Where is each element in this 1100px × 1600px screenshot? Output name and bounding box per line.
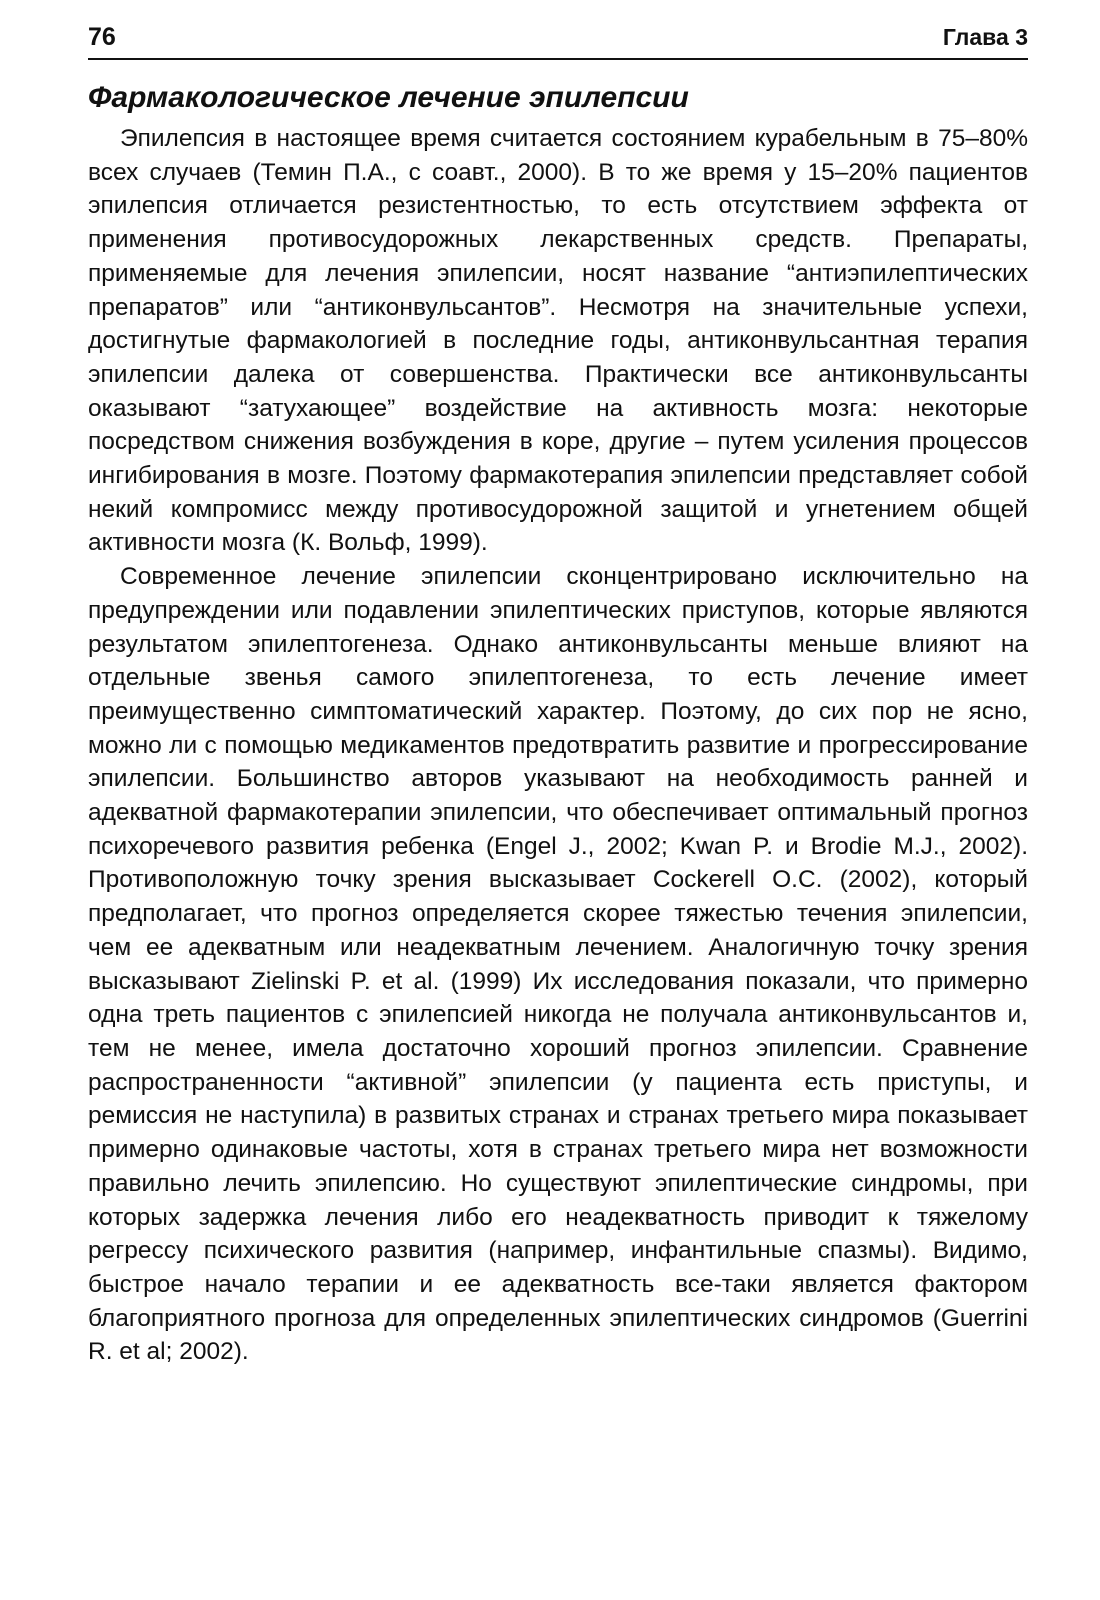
page-number: 76 [88, 23, 116, 51]
book-page [88, 22, 1028, 1369]
chapter-label: Глава 3 [942, 24, 1028, 50]
body-text [88, 122, 1028, 1369]
section-title: Фармакологическое лечение эпилепсии [88, 81, 689, 114]
running-header [88, 22, 1028, 60]
paragraph-1: Эпилепсия в настоящее время считается состоянием курабельным в 75–80% всех случаев (Темин П.А., с соавт., 2000). В то же время у 15–20% пациентов эпилепсия отличается резистентностью, то есть отсутствием эффекта от применения противосудорожных лекарственных средств. Препараты, применяемые для лечения эпилепсии, носят название “антиэпилептических препаратов” или “антиконвульсантов”. Несмотря на значительные успехи, достигнутые фармакологией в последние годы, антиконвульсантная терапия эпилепсии далека от совершенства. Практически все антиконвульсанты оказывают “затухающее” воздействие на активность мозга: некоторые посредством снижения возбуждения в коре, другие – путем усиления процессов ингибирования в мозге. Поэтому фармакотерапия эпилепсии представляет собой некий компромисс между противосудорожной защитой и угнетением общей активности мозга (К. Вольф, 1999). [88, 125, 1028, 557]
paragraph-2: Современное лечение эпилепсии сконцентрировано исключительно на предупреждении или подавлении эпилептических приступов, которые являются результатом эпилептогенеза. Однако антиконвульсанты меньше влияют на отдельные звенья самого эпилептогенеза, то есть лечение имеет преимущественно симптоматический характер. Поэтому, до сих пор не ясно, можно ли с помощью медикаментов предотвратить развитие и прогрессирование эпилепсии. Большинство авторов указывают на необходимость ранней и адекватной фармакотерапии эпилепсии, что обеспечивает оптимальный прогноз психоречевого развития ребенка (Engel J., 2002; Kwan P. и Brodie M.J., 2002). Противоположную точку зрения высказывает Cockerell O.C. (2002), который предполагает, что прогноз определяется скорее тяжестью течения эпилепсии, чем ее адекватным или неадекватным лечением. Аналогичную точку зрения высказывают Zielinski P. et al. (1999) Их исследования показали, что примерно одна треть пациентов с эпилепсией никогда не получала антиконвульсантов и, тем не менее, имела достаточно хороший прогноз эпилепсии. Сравнение распространенности “активной” эпилепсии (у пациента есть приступы, и ремиссия не наступила) в развитых странах и странах третьего мира показывает примерно одинаковые частоты, хотя в странах третьего мира нет возможности правильно лечить эпилепсию. Но существуют эпилептические синдромы, при которых задержка лечения либо его неадекватность приводит к тяжелому регрессу психического развития (например, инфантильные спазмы). Видимо, быстрое начало терапии и ее адекватность все-таки является фактором благоприятного прогноза для определенных эпилептических синдромов (Guerrini R. et al; 2002). [88, 563, 1028, 1366]
